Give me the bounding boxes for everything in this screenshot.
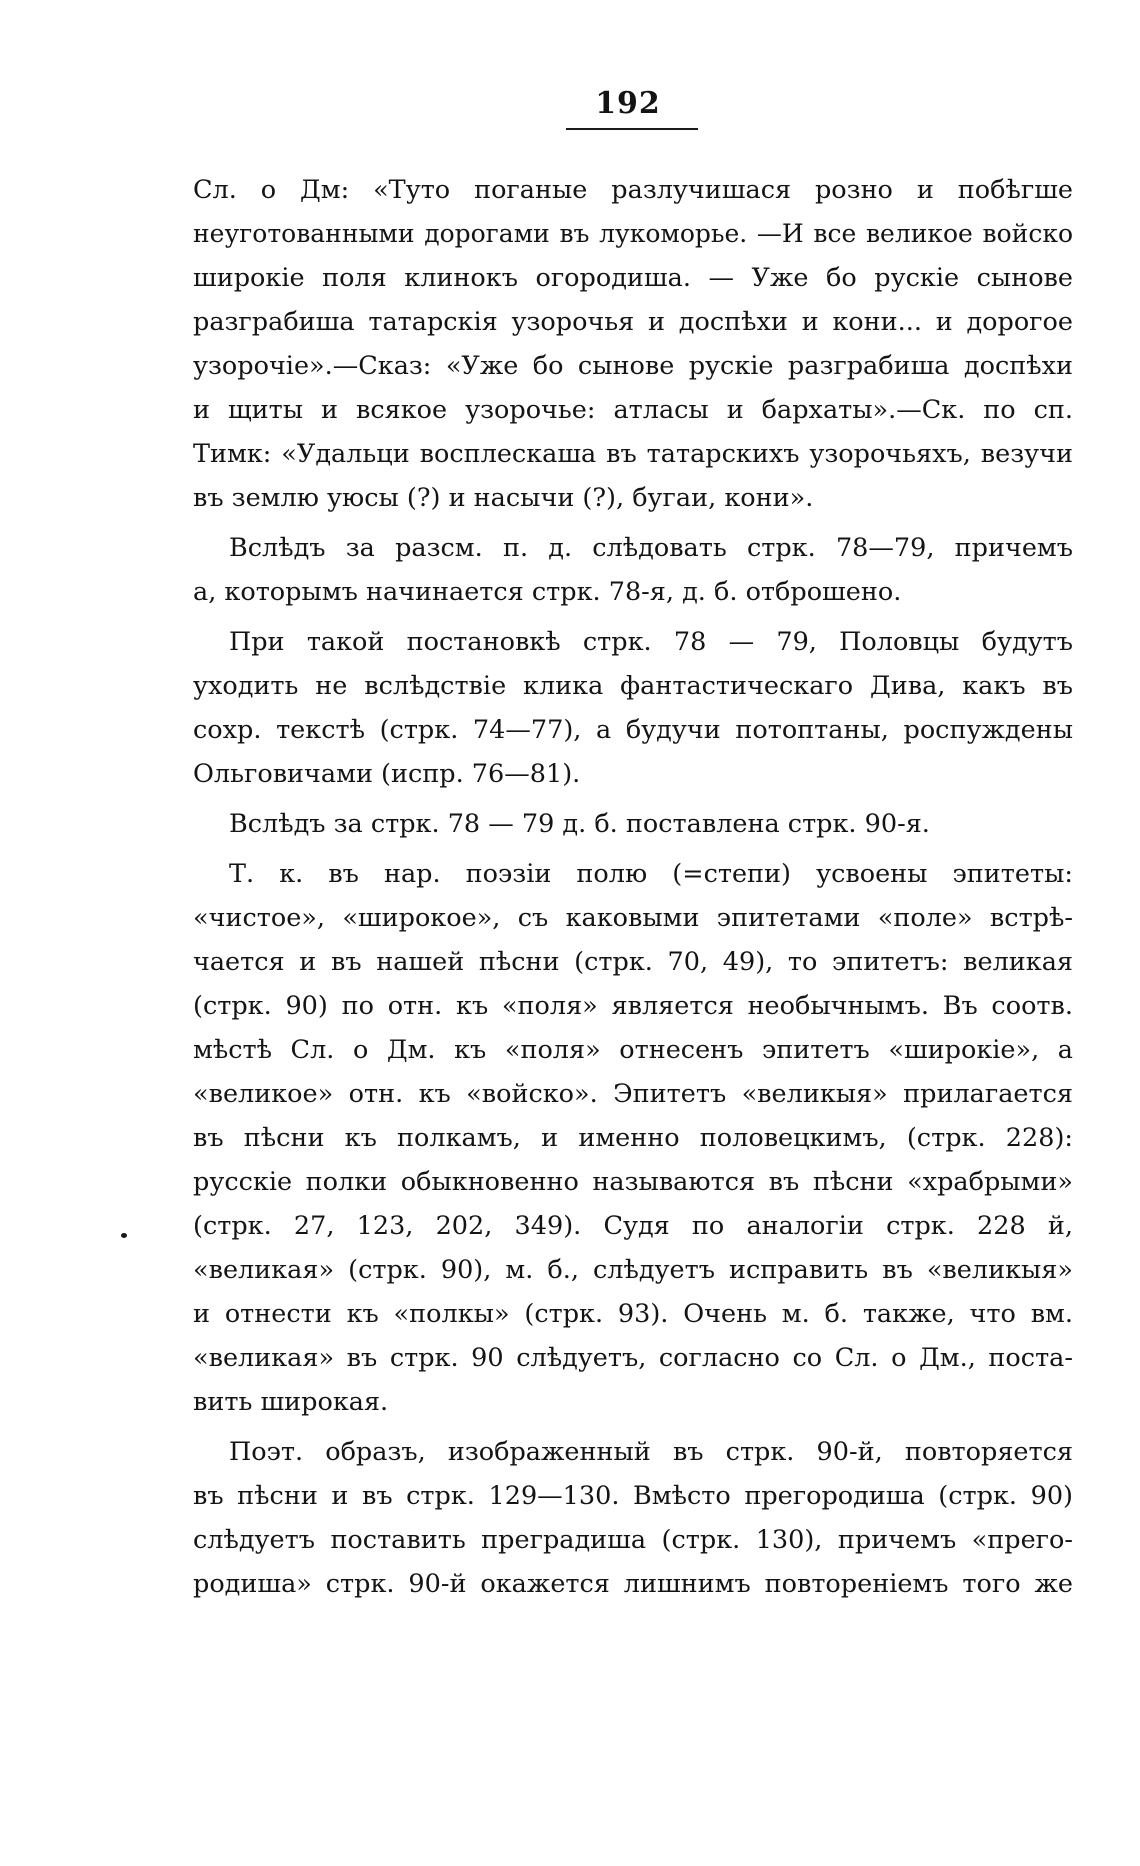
text-line: въ пѣсни и въ стрк. 129—130. Вмѣсто прегородиша (стрк. 90): [193, 1481, 1073, 1511]
paragraph: [193, 526, 1073, 614]
text-line: «великое» отн. къ «войско». Эпитетъ «великыя» прилагается: [193, 1079, 1073, 1109]
paragraph: [193, 852, 1073, 1424]
body-text: [193, 168, 1073, 1606]
text-line: и щиты и всякое узорочье: атласы и бархаты».—Ск. по сп.: [193, 395, 1073, 425]
text-line: «великая» въ стрк. 90 слѣдуетъ, согласно со Сл. о Дм., поста-: [193, 1343, 1073, 1373]
text-line: мѣстѣ Сл. о Дм. къ «поля» отнесенъ эпитетъ «широкіе», а: [193, 1035, 1073, 1065]
text-line: слѣдуетъ поставить преградиша (стрк. 130), причемъ «прего-: [193, 1525, 1073, 1555]
paragraph: [193, 802, 1073, 846]
text-line: сохр. текстѣ (стрк. 74—77), а будучи потоптаны, роспуждены: [193, 715, 1073, 745]
text-line: и отнести къ «полкы» (стрк. 93). Очень м. б. также, что вм.: [193, 1299, 1073, 1329]
page-number: 192: [595, 86, 661, 121]
text-line: вить широкая.: [193, 1387, 389, 1417]
text-line: Сл. о Дм: «Туто поганые разлучишася розно и побѣгше: [193, 175, 1073, 205]
text-line: а, которымъ начинается стрк. 78-я, д. б. отброшено.: [193, 577, 902, 607]
text-line: Поэт. образъ, изображенный въ стрк. 90-й, повторяется: [229, 1437, 1073, 1467]
margin-ink-dot: [121, 1233, 127, 1238]
text-line: чается и въ нашей пѣсни (стрк. 70, 49), то эпитетъ: великая: [193, 947, 1073, 977]
paragraph: [193, 168, 1073, 520]
text-line: широкіе поля клинокъ огородиша. — Уже бо рускіе сынове: [193, 263, 1073, 293]
text-line: Вслѣдъ за стрк. 78 — 79 д. б. поставлена стрк. 90-я.: [229, 809, 930, 839]
text-line: «великая» (стрк. 90), м. б., слѣдуетъ исправить въ «великыя»: [193, 1255, 1073, 1285]
text-line: Т. к. въ нар. поэзіи полю (=степи) усвоены эпитеты:: [229, 859, 1073, 889]
text-line: неуготованными дорогами въ лукоморье. —И все великое войско: [193, 219, 1073, 248]
text-line: родиша» стрк. 90-й окажется лишнимъ повтореніемъ того же: [193, 1569, 1073, 1599]
text-line: (стрк. 27, 123, 202, 349). Судя по аналогіи стрк. 228 й,: [193, 1211, 1073, 1241]
text-line: въ землю уюсы (?) и насычи (?), бугаи, кони».: [193, 483, 814, 513]
paragraph: [193, 1430, 1073, 1606]
text-line: При такой постановкѣ стрк. 78 — 79, Половцы будутъ: [229, 627, 1073, 657]
text-line: разграбиша татарскія узорочья и доспѣхи и кони... и дорогое: [193, 307, 1073, 337]
text-line: въ пѣсни къ полкамъ, и именно половецкимъ, (стрк. 228):: [193, 1123, 1073, 1153]
text-line: Тимк: «Удальци восплескаша въ татарскихъ узорочьяхъ, везучи: [193, 439, 1073, 469]
page-number-rule: [566, 128, 698, 130]
text-line: Ольговичами (испр. 76—81).: [193, 759, 581, 789]
text-line: «чистое», «широкое», съ каковыми эпитетами «поле» встрѣ-: [193, 903, 1073, 933]
text-line: узорочіе».—Сказ: «Уже бо сынове рускіе разграбиша доспѣхи: [193, 351, 1073, 381]
text-line: (стрк. 90) по отн. къ «поля» является необычнымъ. Въ соотв.: [193, 991, 1073, 1021]
paragraph: [193, 620, 1073, 796]
text-line: уходить не вслѣдствіе клика фантастическаго Дива, какъ въ: [193, 671, 1073, 701]
text-line: русскіе полки обыкновенно называются въ пѣсни «храбрыми»: [193, 1167, 1073, 1197]
text-line: Вслѣдъ за разсм. п. д. слѣдовать стрк. 78—79, причемъ: [229, 533, 1073, 563]
